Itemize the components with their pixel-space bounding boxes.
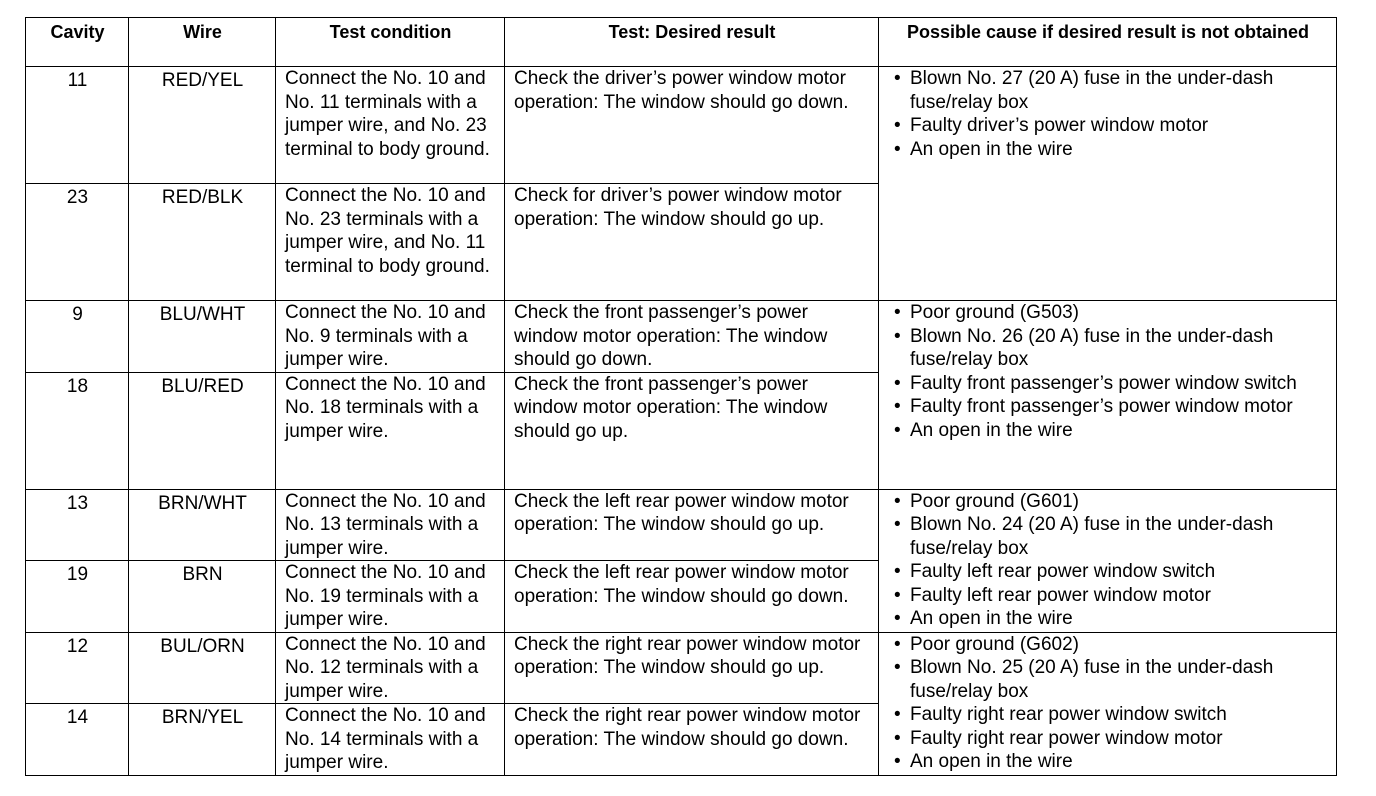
result-cell: Check the left rear power window motor operation: The window should go down. — [505, 561, 879, 633]
condition-cell: Connect the No. 10 and No. 9 terminals with a jumper wire. — [276, 301, 505, 373]
condition-cell: Connect the No. 10 and No. 19 terminals with a jumper wire. — [276, 561, 505, 633]
condition-cell: Connect the No. 10 and No. 18 terminals with a jumper wire. — [276, 372, 505, 489]
cavity-cell: 11 — [26, 67, 129, 184]
cause-item: • Poor ground (G601) — [888, 490, 1328, 514]
cause-item: • Faulty right rear power window switch — [888, 703, 1328, 727]
header-test-condition: Test condition — [276, 18, 505, 67]
table-row — [26, 67, 1337, 184]
cause-item: • Blown No. 27 (20 A) fuse in the under-dash fuse/relay box — [888, 67, 1328, 114]
condition-cell: Connect the No. 10 and No. 12 terminals with a jumper wire. — [276, 632, 505, 704]
condition-cell: Connect the No. 10 and No. 23 terminals with a jumper wire, and No. 11 terminal to body ground. — [276, 184, 505, 301]
result-cell: Check the left rear power window motor operation: The window should go up. — [505, 489, 879, 561]
condition-cell: Connect the No. 10 and No. 11 terminals with a jumper wire, and No. 23 terminal to body ground. — [276, 67, 505, 184]
troubleshooting-table — [25, 17, 1337, 776]
cause-item: • An open in the wire — [888, 607, 1328, 631]
cavity-cell: 9 — [26, 301, 129, 373]
result-cell: Check the driver’s power window motor operation: The window should go down. — [505, 67, 879, 184]
table-row — [26, 489, 1337, 561]
cause-list — [888, 301, 1328, 442]
wire-cell: BRN/WHT — [129, 489, 276, 561]
cause-item: • Faulty driver’s power window motor — [888, 114, 1328, 138]
cavity-cell: 14 — [26, 704, 129, 776]
cavity-cell: 13 — [26, 489, 129, 561]
cause-item: • Faulty front passenger’s power window motor — [888, 395, 1328, 419]
cause-item: • Poor ground (G503) — [888, 301, 1328, 325]
cause-item: • Poor ground (G602) — [888, 633, 1328, 657]
cause-list — [888, 67, 1328, 161]
condition-cell: Connect the No. 10 and No. 13 terminals with a jumper wire. — [276, 489, 505, 561]
wire-cell: BRN/YEL — [129, 704, 276, 776]
cause-cell — [879, 489, 1337, 632]
wire-cell: BLU/RED — [129, 372, 276, 489]
result-cell: Check the front passenger’s power window motor operation: The window should go up. — [505, 372, 879, 489]
result-cell: Check the right rear power window motor operation: The window should go up. — [505, 632, 879, 704]
cause-list — [888, 633, 1328, 774]
cause-item: • An open in the wire — [888, 750, 1328, 774]
cavity-cell: 23 — [26, 184, 129, 301]
header-cavity: Cavity — [26, 18, 129, 67]
cause-item: • Faulty front passenger’s power window switch — [888, 372, 1328, 396]
cause-cell — [879, 301, 1337, 490]
cause-item: • Faulty left rear power window switch — [888, 560, 1328, 584]
cause-item: • Blown No. 25 (20 A) fuse in the under-dash fuse/relay box — [888, 656, 1328, 703]
result-cell: Check for driver’s power window motor operation: The window should go up. — [505, 184, 879, 301]
wire-cell: RED/BLK — [129, 184, 276, 301]
header-wire: Wire — [129, 18, 276, 67]
condition-cell: Connect the No. 10 and No. 14 terminals with a jumper wire. — [276, 704, 505, 776]
cavity-cell: 18 — [26, 372, 129, 489]
header-possible-cause: Possible cause if desired result is not obtained — [879, 18, 1337, 67]
wire-cell: BUL/ORN — [129, 632, 276, 704]
cavity-cell: 12 — [26, 632, 129, 704]
wire-cell: BLU/WHT — [129, 301, 276, 373]
cause-item: • Blown No. 26 (20 A) fuse in the under-dash fuse/relay box — [888, 325, 1328, 372]
cause-item: • Faulty right rear power window motor — [888, 727, 1328, 751]
cause-item: • Blown No. 24 (20 A) fuse in the under-dash fuse/relay box — [888, 513, 1328, 560]
header-row — [26, 18, 1337, 67]
table-row — [26, 301, 1337, 373]
result-cell: Check the right rear power window motor operation: The window should go down. — [505, 704, 879, 776]
cause-item: • An open in the wire — [888, 419, 1328, 443]
result-cell: Check the front passenger’s power window motor operation: The window should go down. — [505, 301, 879, 373]
cause-cell — [879, 67, 1337, 301]
wire-cell: RED/YEL — [129, 67, 276, 184]
cavity-cell: 19 — [26, 561, 129, 633]
cause-item: • An open in the wire — [888, 138, 1328, 162]
header-desired-result: Test: Desired result — [505, 18, 879, 67]
wire-cell: BRN — [129, 561, 276, 633]
table-row — [26, 632, 1337, 704]
cause-item: • Faulty left rear power window motor — [888, 584, 1328, 608]
cause-list — [888, 490, 1328, 631]
cause-cell — [879, 632, 1337, 775]
